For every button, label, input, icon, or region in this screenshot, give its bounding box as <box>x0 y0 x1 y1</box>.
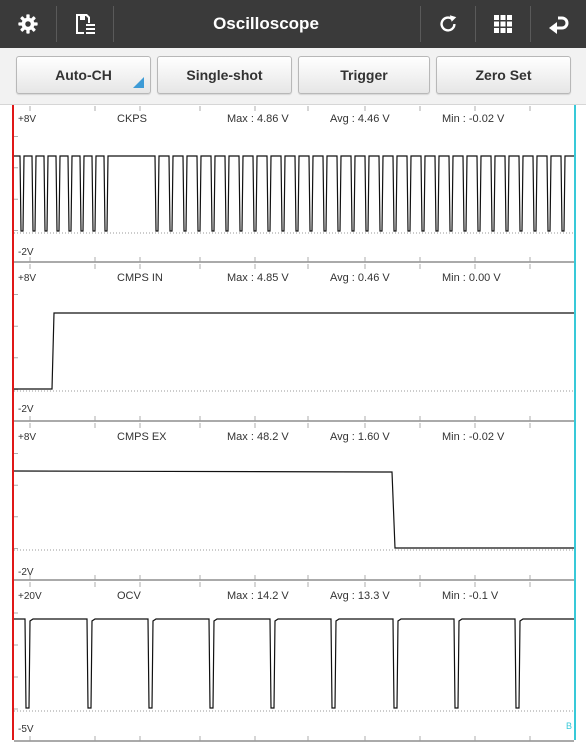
ch1-max: Max : 4.86 V <box>227 113 289 125</box>
ch1-min: Min : -0.02 V <box>442 113 505 125</box>
ch2-bottom-scale: -2V <box>18 404 34 415</box>
cursor-b-line[interactable] <box>574 105 576 740</box>
gear-icon <box>17 13 39 35</box>
oscilloscope-display[interactable] <box>0 105 586 748</box>
ch3-bottom-scale: -2V <box>18 567 34 578</box>
ch1-avg: Avg : 4.46 V <box>330 113 390 125</box>
zero-set-label: Zero Set <box>475 67 532 83</box>
ch4-bottom-scale: -5V <box>18 724 34 735</box>
ckps-waveform <box>14 156 574 231</box>
ch3-min: Min : -0.02 V <box>442 431 505 443</box>
ch4-min: Min : -0.1 V <box>442 590 499 602</box>
save-list-icon <box>73 12 97 36</box>
refresh-button[interactable] <box>421 0 475 48</box>
ch3-name: CMPS EX <box>117 431 167 443</box>
ch2-top-scale: +8V <box>18 273 37 284</box>
settings-button[interactable] <box>0 0 56 48</box>
dropdown-corner-icon <box>133 77 144 88</box>
ch2-avg: Avg : 0.46 V <box>330 272 390 284</box>
auto-ch-label: Auto-CH <box>55 67 112 83</box>
zero-set-button[interactable] <box>436 56 571 94</box>
refresh-icon <box>437 13 459 35</box>
ch1-bottom-scale: -2V <box>18 247 34 258</box>
ch4-name: OCV <box>117 590 141 602</box>
control-button-row <box>0 48 586 105</box>
trigger-label: Trigger <box>340 67 388 83</box>
ch4-max: Max : 14.2 V <box>227 590 289 602</box>
ch3-max: Max : 48.2 V <box>227 431 289 443</box>
auto-ch-button[interactable] <box>16 56 151 94</box>
ch4-top-scale: +20V <box>18 591 42 602</box>
cmps-ex-waveform <box>14 471 574 548</box>
cursor-b-marker[interactable]: B <box>566 721 573 731</box>
page-title: Oscilloscope <box>213 14 319 33</box>
ch1-name: CKPS <box>117 113 147 125</box>
toolbar <box>0 0 586 48</box>
cursor-a-line[interactable] <box>12 105 14 740</box>
ch3-avg: Avg : 1.60 V <box>330 431 390 443</box>
single-shot-label: Single-shot <box>186 67 263 83</box>
ch4-avg: Avg : 13.3 V <box>330 590 390 602</box>
trigger-button[interactable] <box>298 56 430 94</box>
ch2-name: CMPS IN <box>117 272 163 284</box>
cmps-in-waveform <box>14 313 574 389</box>
grid-button[interactable] <box>476 0 530 48</box>
grid-icon <box>493 14 513 34</box>
save-list-button[interactable] <box>57 0 113 48</box>
ch3-top-scale: +8V <box>18 432 37 443</box>
single-shot-button[interactable] <box>157 56 292 94</box>
ch1-top-scale: +8V <box>18 114 37 125</box>
back-icon <box>547 13 571 35</box>
ocv-waveform <box>14 619 574 708</box>
ch2-min: Min : 0.00 V <box>442 272 501 284</box>
ch2-max: Max : 4.85 V <box>227 272 289 284</box>
back-button[interactable] <box>531 0 586 48</box>
